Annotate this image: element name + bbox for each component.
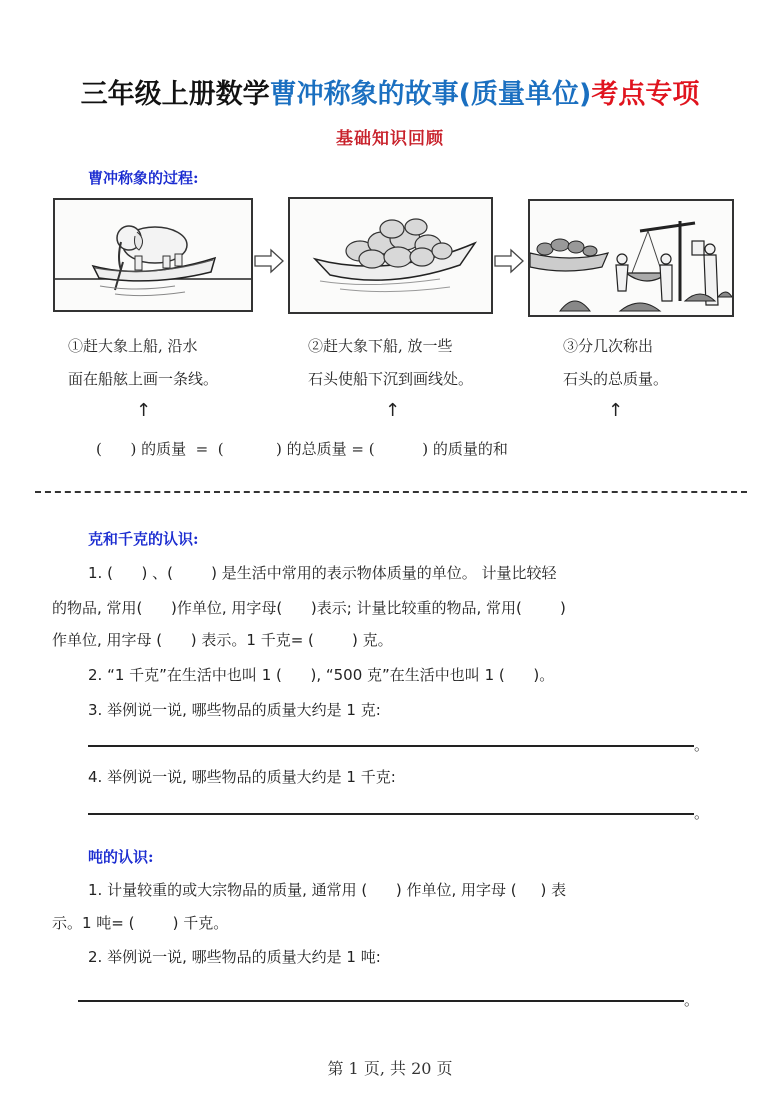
gram-kg-q2: 2. “1 千克”在生活中也叫 1 ( ), “500 克”在生活中也叫 1 ( )。 bbox=[88, 666, 555, 684]
step-2-text bbox=[308, 330, 473, 396]
answer-period: 。 bbox=[694, 804, 710, 822]
up-arrow-icon: ↑ bbox=[385, 400, 401, 421]
answer-line-gram[interactable] bbox=[88, 745, 694, 747]
step-3-line1: ③分几次称出 bbox=[563, 337, 654, 355]
image-elephant-on-boat bbox=[53, 198, 253, 312]
section-heading-ton: 吨的认识: bbox=[88, 848, 154, 866]
up-arrow-icon: ↑ bbox=[136, 400, 152, 421]
dashed-divider bbox=[35, 491, 747, 493]
step-1-line1: ①赶大象上船, 沿水 bbox=[68, 337, 198, 355]
stones-boat-illustration bbox=[290, 199, 491, 312]
answer-period: 。 bbox=[684, 991, 700, 1009]
title-suffix: 考点专项 bbox=[591, 79, 700, 110]
title-grade: 三年级上册数学 bbox=[80, 79, 270, 110]
up-arrow-icon: ↑ bbox=[608, 400, 624, 421]
page-subtitle: 基础知识回顾 bbox=[336, 129, 444, 149]
ton-q1-line1: 1. 计量较重的或大宗物品的质量, 通常用 ( ) 作单位, 用字母 ( ) 表 bbox=[88, 881, 567, 899]
step-1-line2: 面在船舷上画一条线。 bbox=[68, 370, 219, 388]
image-stones-on-boat bbox=[288, 197, 493, 314]
answer-period: 。 bbox=[694, 736, 710, 754]
weighing-illustration bbox=[530, 201, 732, 315]
gram-kg-q1-line1: 1. ( ) 、( ) 是生活中常用的表示物体质量的单位。 计量比较轻 bbox=[88, 564, 557, 582]
title-topic: 曹冲称象的故事(质量单位) bbox=[269, 79, 592, 110]
step-3-text bbox=[563, 330, 668, 396]
gram-kg-q1-line2: 的物品, 常用( )作单位, 用字母( )表示; 计量比较重的物品, 常用( ) bbox=[52, 599, 566, 617]
gram-kg-q3: 3. 举例说一说, 哪些物品的质量大约是 1 克: bbox=[88, 701, 381, 719]
gram-kg-q4: 4. 举例说一说, 哪些物品的质量大约是 1 千克: bbox=[88, 768, 396, 786]
step-3-line2: 石头的总质量。 bbox=[563, 370, 669, 388]
image-weighing-stones bbox=[528, 199, 734, 317]
answer-line-ton[interactable] bbox=[78, 1000, 684, 1002]
step-2-line2: 石头使船下沉到画线处。 bbox=[308, 370, 474, 388]
process-equation: ( ) 的质量 = ( ) 的总质量 = ( ) 的质量的和 bbox=[96, 440, 508, 458]
section-heading-process: 曹冲称象的过程: bbox=[88, 169, 199, 187]
right-arrow-icon bbox=[254, 248, 284, 274]
step-1-text bbox=[68, 330, 218, 396]
answer-line-kilogram[interactable] bbox=[88, 813, 694, 815]
ton-q1-line2: 示。1 吨= ( ) 千克。 bbox=[52, 914, 229, 932]
elephant-boat-illustration bbox=[55, 200, 251, 310]
page-number: 第 1 页, 共 20 页 bbox=[327, 1059, 453, 1078]
section-heading-gram-kg: 克和千克的认识: bbox=[88, 530, 199, 548]
ton-q2: 2. 举例说一说, 哪些物品的质量大约是 1 吨: bbox=[88, 948, 381, 966]
right-arrow-icon bbox=[494, 248, 524, 274]
page-title bbox=[0, 72, 780, 111]
gram-kg-q1-line3: 作单位, 用字母 ( ) 表示。1 千克= ( ) 克。 bbox=[52, 631, 393, 649]
step-2-line1: ②赶大象下船, 放一些 bbox=[308, 337, 453, 355]
